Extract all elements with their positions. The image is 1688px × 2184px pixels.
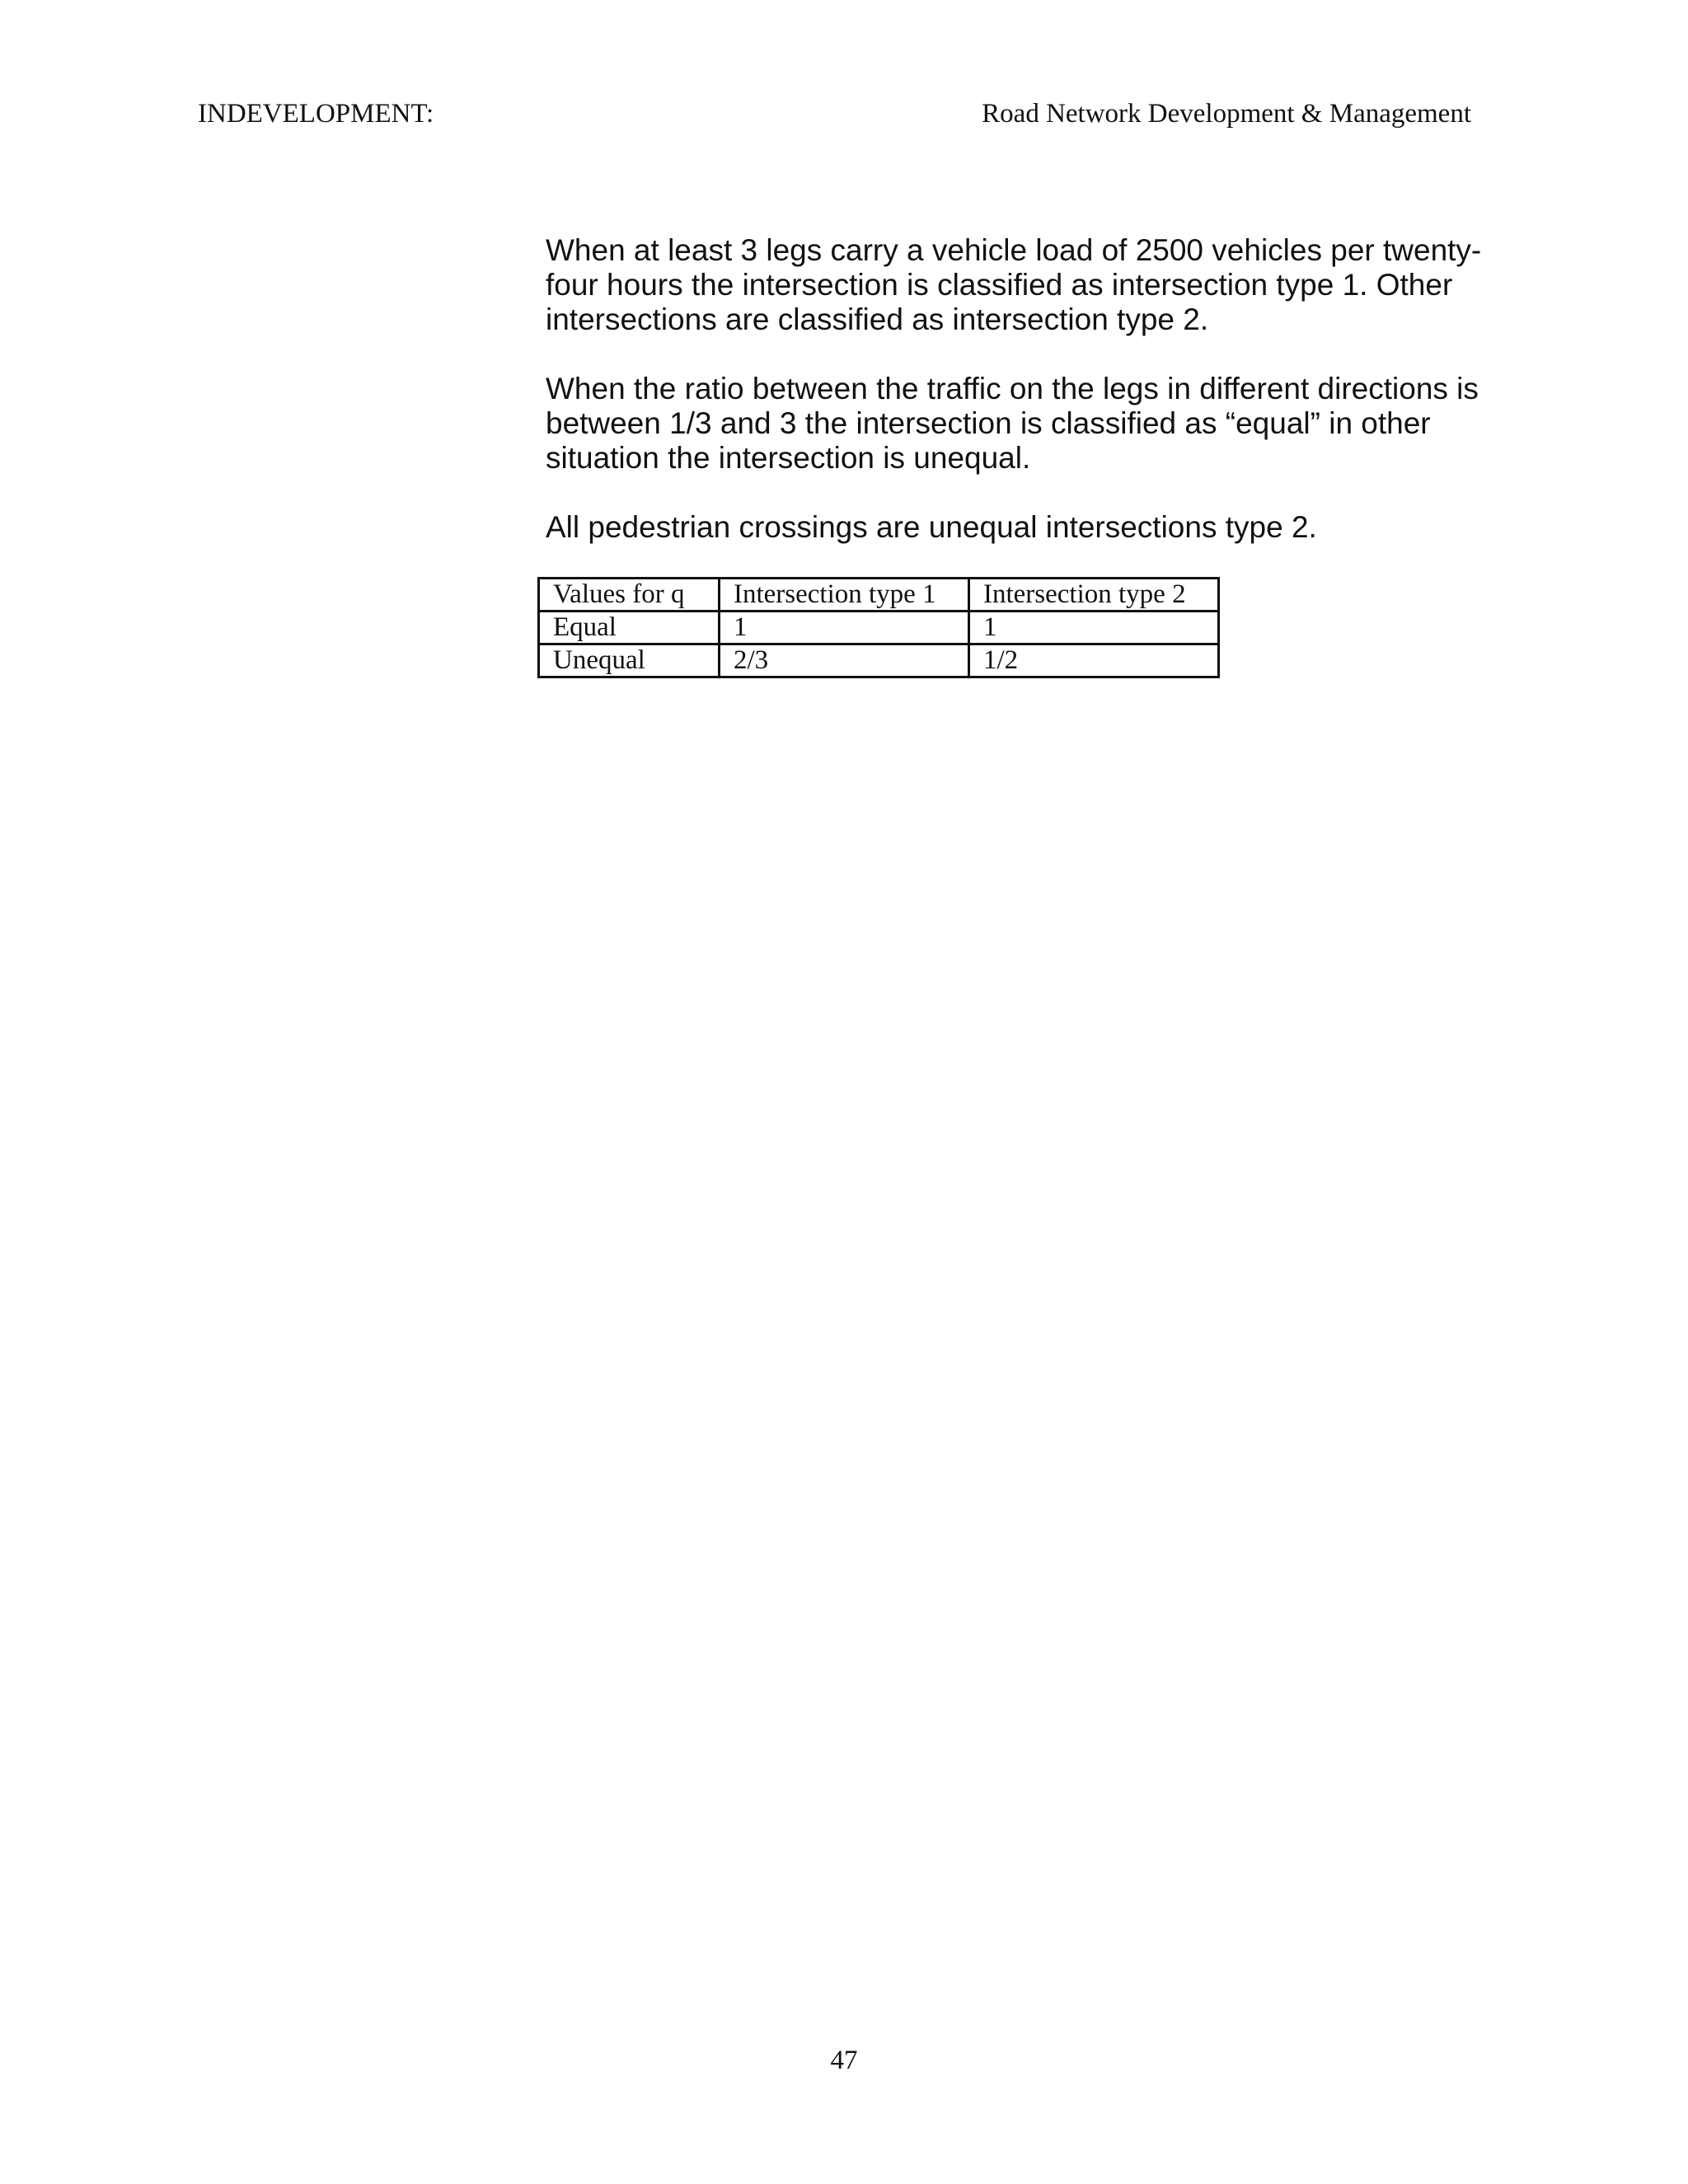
paragraph-intersection-type: When at least 3 legs carry a vehicle load of 2500 vehicles per twenty- four hours the intersection is classified as intersection type 1. Other intersections are classified as intersection type 2.	[546, 233, 1482, 336]
table-cell: 2/3	[720, 644, 969, 677]
table-cell: 1/2	[969, 644, 1219, 677]
table-cell: Equal	[539, 612, 720, 644]
page-number: 47	[830, 2046, 858, 2075]
body-text	[546, 233, 1493, 579]
paragraph-traffic-ratio: When the ratio between the traffic on the legs in different directions is between 1/3 and 3 the intersection is classified as “equal” in other situation the intersection is unequal.	[546, 372, 1479, 475]
table-header-cell: Intersection type 2	[969, 579, 1219, 612]
table-cell: Unequal	[539, 644, 720, 677]
table-cell: 1	[969, 612, 1219, 644]
table-row	[539, 612, 1219, 644]
table-cell: 1	[720, 612, 969, 644]
header-document-title: Road Network Development & Management	[982, 99, 1471, 129]
header-organization: INDEVELOPMENT:	[198, 99, 434, 129]
q-values-table	[537, 577, 1220, 678]
table-header-row	[539, 579, 1219, 612]
paragraph-pedestrian-crossings: All pedestrian crossings are unequal intersections type 2.	[546, 510, 1317, 544]
table-row	[539, 644, 1219, 677]
table-header-cell: Intersection type 1	[720, 579, 969, 612]
table-header-cell: Values for q	[539, 579, 720, 612]
